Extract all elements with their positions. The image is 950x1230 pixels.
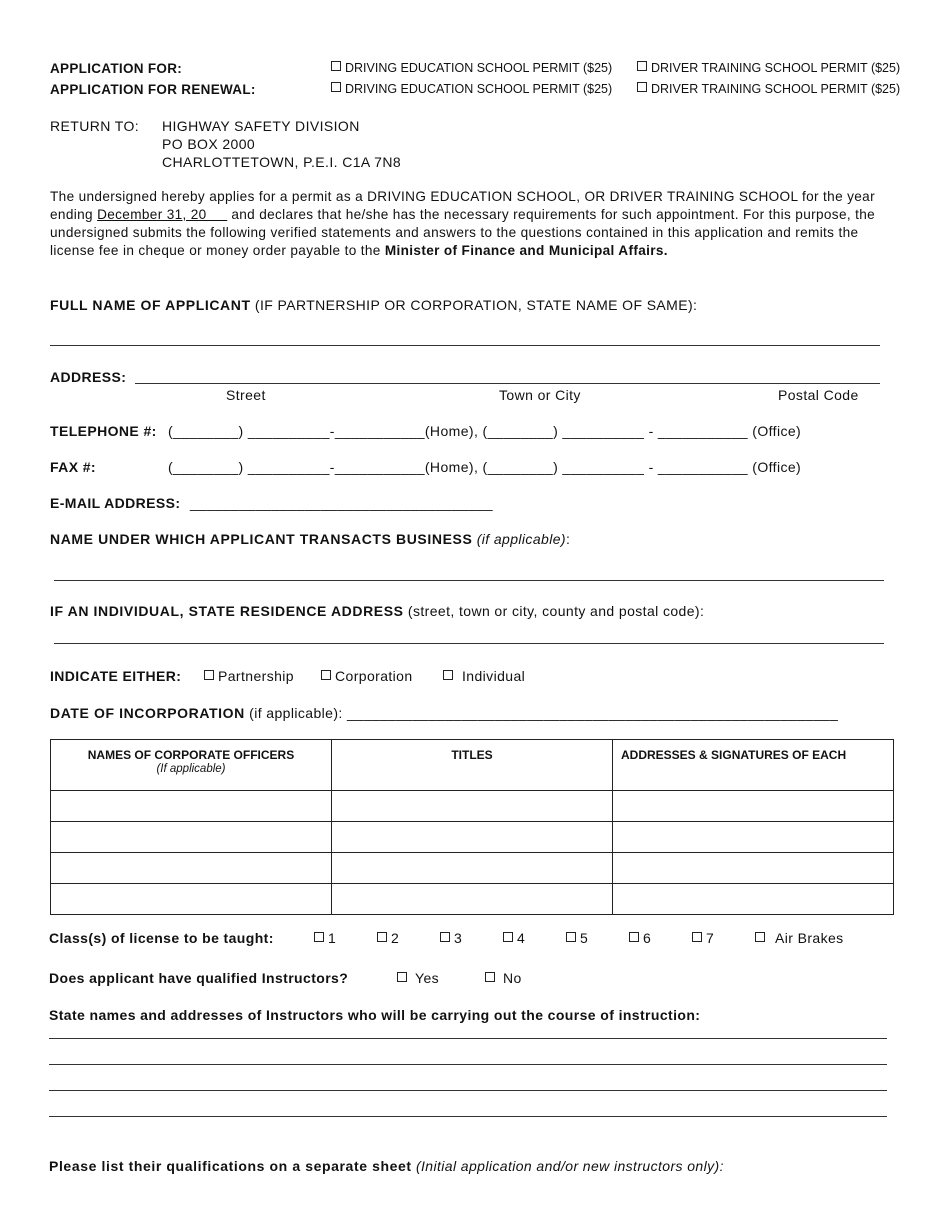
telephone-label: TELEPHONE #: [50,423,157,439]
table-header-row [51,740,894,791]
residence-input[interactable] [54,643,884,644]
return-to-label: RETURN TO: [50,118,140,134]
table-row [51,853,894,884]
checkbox-corporation[interactable]: Corporation [321,668,413,684]
checkbox-class-6[interactable]: 6 [629,930,651,946]
license-classes-label: Class(s) of license to be taught: [49,930,274,946]
checkbox-box[interactable] [443,670,453,680]
instructor-names-line[interactable] [49,1064,887,1065]
year-ending-field[interactable]: December 31, 20 [97,207,228,222]
checkbox-box[interactable] [397,972,407,982]
return-address-line2: PO BOX 2000 [162,136,256,152]
instructors-question: Does applicant have qualified Instructors? [49,970,349,986]
officers-name-column-header: NAMES OF CORPORATE OFFICERS (If applicable) [51,740,332,791]
checkbox-box[interactable] [637,61,647,71]
address-input[interactable] [135,383,880,384]
telephone-input[interactable]: (________) __________-___________(Home), (________) __________ - ___________ (Office) [168,423,802,439]
checkbox-instructors-no[interactable]: No [485,970,522,986]
incorporation-date-input[interactable]: ____________________________________________________________ [347,705,839,721]
checkbox-class-1[interactable]: 1 [314,930,336,946]
table-cell[interactable] [51,822,332,853]
table-cell[interactable] [613,822,894,853]
checkbox-instructors-yes[interactable]: Yes [397,970,439,986]
table-row [51,791,894,822]
residence-heading: IF AN INDIVIDUAL, STATE RESIDENCE ADDRESS (street, town or city, county and postal code): [50,603,705,619]
fax-label: FAX #: [50,459,96,475]
full-name-input[interactable] [50,345,880,346]
business-name-input[interactable] [54,580,884,581]
business-name-heading: NAME UNDER WHICH APPLICANT TRANSACTS BUSINESS (if applicable): [50,531,571,547]
checkbox-box[interactable] [755,932,765,942]
qualifications-heading: Please list their qualifications on a separate sheet (Initial application and/or new instructors only): [49,1158,724,1174]
checkbox-box[interactable] [331,61,341,71]
table-row [51,822,894,853]
instructor-names-heading: State names and addresses of Instructors who will be carrying out the course of instruction: [49,1007,701,1023]
checkbox-box[interactable] [321,670,331,680]
checkbox-class-4[interactable]: 4 [503,930,525,946]
intro-paragraph: The undersigned hereby applies for a permit as a DRIVING EDUCATION SCHOOL, OR DRIVER TRAINING SCHOOL for the year ending December 31, 20 and declares that he/she has the necessary requirements for such appointment. For this purpose, the undersigned submits the following verified statements and answers to the questions contained in this application and remits the license fee in cheque or money order payable to the Minister of Finance and Municipal Affairs. [50,189,876,258]
table-cell[interactable] [613,853,894,884]
checkbox-new-driver-training[interactable]: DRIVER TRAINING SCHOOL PERMIT ($25) [637,61,900,75]
checkbox-individual[interactable]: Individual [443,668,525,684]
table-cell[interactable] [51,791,332,822]
return-address-line1: HIGHWAY SAFETY DIVISION [162,118,360,134]
checkbox-box[interactable] [314,932,324,942]
instructor-names-line[interactable] [49,1090,887,1091]
indicate-either-label: INDICATE EITHER: [50,668,182,684]
checkbox-class-7[interactable]: 7 [692,930,714,946]
fax-input[interactable]: (________) __________-___________(Home), (________) __________ - ___________ (Office) [168,459,802,475]
checkbox-box[interactable] [629,932,639,942]
table-cell[interactable] [51,853,332,884]
checkbox-box[interactable] [440,932,450,942]
checkbox-box[interactable] [331,82,341,92]
address-label: ADDRESS: [50,369,127,385]
checkbox-box[interactable] [204,670,214,680]
checkbox-box[interactable] [503,932,513,942]
table-cell[interactable] [613,884,894,915]
table-row [51,884,894,915]
checkbox-new-driving-education[interactable]: DRIVING EDUCATION SCHOOL PERMIT ($25) [331,61,612,75]
table-cell[interactable] [332,884,613,915]
checkbox-renewal-driver-training[interactable]: DRIVER TRAINING SCHOOL PERMIT ($25) [637,82,900,96]
checkbox-box[interactable] [637,82,647,92]
application-renewal-label: APPLICATION FOR RENEWAL: [50,82,256,97]
checkbox-box[interactable] [377,932,387,942]
full-name-heading: FULL NAME OF APPLICANT (IF PARTNERSHIP OR CORPORATION, STATE NAME OF SAME): [50,297,698,313]
checkbox-box[interactable] [566,932,576,942]
email-input[interactable]: _____________________________________ [190,495,493,511]
corporate-officers-table [50,739,894,915]
officers-title-column-header: TITLES [332,740,613,791]
checkbox-class-2[interactable]: 2 [377,930,399,946]
table-cell[interactable] [332,822,613,853]
return-address-line3: CHARLOTTETOWN, P.E.I. C1A 7N8 [162,154,402,170]
officers-address-column-header: ADDRESSES & SIGNATURES OF EACH [613,740,894,791]
table-cell[interactable] [613,791,894,822]
checkbox-class-5[interactable]: 5 [566,930,588,946]
address-postal-caption: Postal Code [778,387,859,403]
checkbox-class-3[interactable]: 3 [440,930,462,946]
incorporation-heading: DATE OF INCORPORATION (if applicable): ____________________________________________________________ [50,705,839,721]
email-label: E-MAIL ADDRESS: [50,495,181,511]
checkbox-box[interactable] [485,972,495,982]
checkbox-renewal-driving-education[interactable]: DRIVING EDUCATION SCHOOL PERMIT ($25) [331,82,612,96]
instructor-names-line[interactable] [49,1116,887,1117]
checkbox-class-air-brakes[interactable]: Air Brakes [755,930,844,946]
table-cell[interactable] [332,853,613,884]
address-town-caption: Town or City [499,387,581,403]
instructor-names-line[interactable] [49,1038,887,1039]
table-cell[interactable] [332,791,613,822]
address-street-caption: Street [226,387,266,403]
checkbox-box[interactable] [692,932,702,942]
application-for-label: APPLICATION FOR: [50,61,183,76]
checkbox-partnership[interactable]: Partnership [204,668,294,684]
table-cell[interactable] [51,884,332,915]
